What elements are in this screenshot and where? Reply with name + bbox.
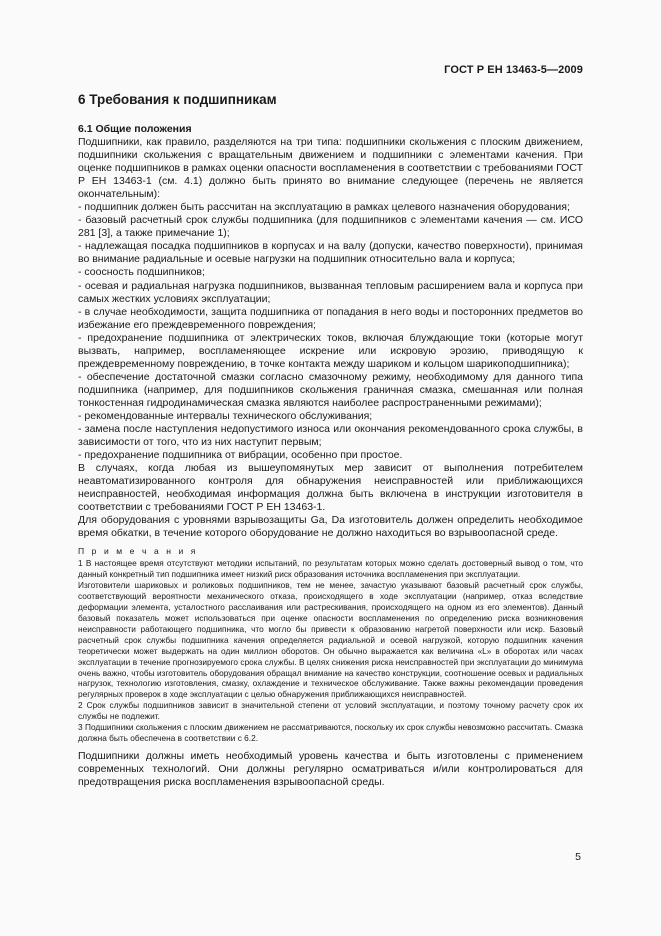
section-title: 6 Требования к подшипникам: [78, 92, 277, 107]
note-item: Изготовители шариковых и роликовых подшипников, тем не менее, зачастую указывают базовый расчетный срок службы, соответствующий вероятности механического отказа, происходящего в ходе эксплуатации (например, отказ вследствие деформации элемента, усталостного расслаивания или растрескивания, происходящего на одном из его элементов). Данный базовый показатель может использоваться при оценке опасности воспламенения по определению риска возникновения неисправности работающего подшипника, что могло бы привести к образованию нагретой поверхности или искр. Базовый расчетный срок службы подшипника качения определяется радиальной и осевой нагрузкой, которую подшипник качения теоретически может выдержать на один миллион оборотов. Он обычно выражается как величина «L» в оборотах или часах эксплуатации в течение прогнозируемого срока службы. В целях снижения риска неисправностей при эксплуатации до минимума очень важно, чтобы изготовитель оборудования обращал внимание на качество конструкции, соотношение осевых и радиальных нагрузок, технологию изготовления, смазку, охлаждение и техническое обслуживание. Также важны рекомендации проведения регулярных проверок в ходе эксплуатации с целью обнаружения приближающихся неисправностей.: [78, 580, 583, 700]
page-content: [78, 92, 583, 789]
list-item: - предохранение подшипника от вибрации, особенно при простое.: [78, 449, 403, 462]
paragraph-final: Подшипники должны иметь необходимый уровень качества и быть изготовлены с применением современных технологий. Они должны регулярно осматриваться и/или контролироваться для предотвращения риска воспламенения взрывоопасной среды.: [78, 749, 583, 788]
list-item: - в случае необходимости, защита подшипника от попадания в него воды и посторонних предметов во избежание его преждевременного повреждения;: [78, 305, 583, 331]
list-item: - предохранение подшипника от электрических токов, включая блуждающие токи (которые могут вызвать, например, воспламеняющее искрение или искровую эрозию, приводящую к преждевременному повреждению, в точке контакта между шариком и кольцом шарикоподшипника);: [78, 331, 583, 370]
subsection-title: 6.1 Общие положения: [78, 123, 192, 135]
page-number: 5: [575, 851, 581, 863]
note-item: 1 В настоящее время отсутствуют методики испытаний, по результатам которых можно сделать достоверный вывод о том, что данный конкретный тип подшипника имеет низкий риск образования источника воспламенения при эксплуатации.: [78, 558, 583, 580]
list-item: - осевая и радиальная нагрузка подшипников, вызванная тепловым расширением вала и корпуса при самых жестких условиях эксплуатации;: [78, 279, 583, 305]
note-item: 3 Подшипники скольжения с плоским движением не рассматриваются, поскольку их срок службы невозможно рассчитать. Смазка должна быть обеспечена в соответствии с 6.2.: [78, 722, 583, 743]
notes-heading: П р и м е ч а н и я: [78, 546, 199, 557]
list-item: - базовый расчетный срок службы подшипника (для подшипников с элементами качения — см. ИСО 281 [3], а также примечание 1);: [78, 214, 583, 240]
standard-code-header: ГОСТ Р ЕН 13463-5—2009: [444, 64, 583, 76]
list-item: - обеспечение достаточной смазки согласно смазочному режиму, необходимому для данного типа подшипника (например, для подшипников скольжения граничная смазка, смешанная или полная тонкостенная гидродинамическая смазка являются наиболее распространенными режимами);: [78, 370, 583, 409]
paragraph-manual-control: В случаях, когда любая из вышеупомянутых мер зависит от выполнения потребителем неавтоматизированного контроля для обнаружения неисправностей или приближающихся неисправностей, необходимая информация должна быть включена в инструкции изготовителя в соответствии с требованиями ГОСТ Р ЕН 13463-1.: [78, 462, 583, 514]
list-item: - рекомендованные интервалы технического обслуживания;: [78, 409, 373, 422]
paragraph-break-in: Для оборудования с уровнями взрывозащиты Ga, Da изготовитель должен определить необходимое время обкатки, в течение которого оборудование не должно находиться во взрывоопасной среде.: [78, 514, 583, 540]
list-item: - подшипник должен быть рассчитан на эксплуатацию в рамках целевого назначения оборудования;: [78, 201, 570, 214]
list-item: - надлежащая посадка подшипников в корпусах и на валу (допуски, качество поверхности), принимая во внимание радиальные и осевые нагрузки на подшипник относительно вала и корпуса;: [78, 240, 583, 266]
list-item: - замена после наступления недопустимого износа или окончания рекомендованного срока службы, в зависимости от того, что из них наступит первым;: [78, 423, 583, 449]
note-item: 2 Срок службы подшипников зависит в значительной степени от условий эксплуатации, и поэтому точному расчету срок их службы не подлежит.: [78, 700, 583, 722]
paragraph-intro: Подшипники, как правило, разделяются на три типа: подшипники скольжения с плоским движением, подшипники скольжения с вращательным движением и подшипники с элементами качения. При оценке подшипников в рамках оценки опасности воспламенения в соответствии с требованиями ГОСТ Р ЕН 13463-1 (см. 4.1) должно быть принято во внимание следующее (перечень не является окончательным):: [78, 136, 583, 201]
list-item: - соосность подшипников;: [78, 266, 205, 279]
